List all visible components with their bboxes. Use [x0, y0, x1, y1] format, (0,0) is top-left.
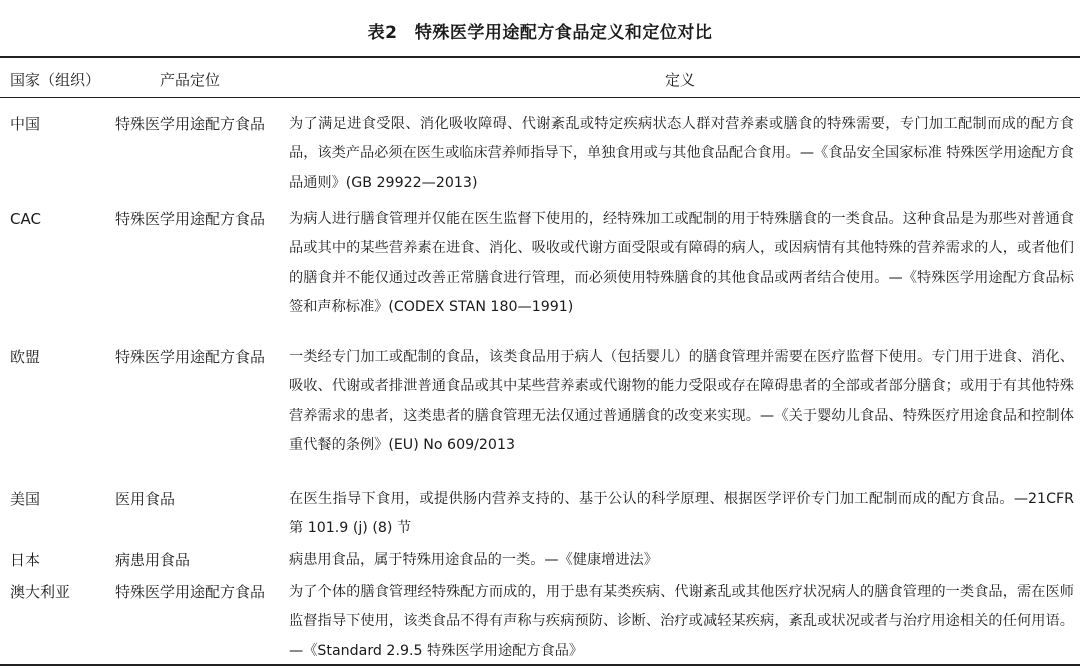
table-top-rule [0, 56, 1080, 58]
row-position: 病患用食品 [115, 551, 191, 569]
row-position: 特殊医学用途配方食品 [115, 583, 266, 601]
row-position: 特殊医学用途配方食品 [115, 210, 266, 228]
header-country: 国家（组织） [10, 71, 101, 89]
row-position: 特殊医学用途配方食品 [115, 348, 266, 366]
row-definition: 一类经专门加工或配制的食品，该类食品用于病人（包括婴儿）的膳食管理并需要在医疗监督下使用。专门用于进食、消化、吸收、代谢或者排泄普通食品或其中某些营养素或代谢物的能力受限或存在障碍患者的全部或者部分膳食；或用于有其他特殊营养需求的患者，这类患者的膳食管理无法仅通过普通膳食的改变来实现。—《关于婴幼儿食品、特殊医疗用途食品和控制体重代餐的条例》(EU) No 609/2013 [289, 349, 1074, 453]
row-definition: 为病人进行膳食管理并仅能在医生监督下使用的，经特殊加工或配制的用于特殊膳食的一类食品。这种食品是为那些对普通食品或其中的某些营养素在进食、消化、吸收或代谢方面受限或有障碍的病人，或因病情有其他特殊的营养需求的人，或者他们的膳食并不能仅通过改善正常膳食进行管理，而必须使用特殊膳食的其他食品或两者结合使用。—《特殊医学用途配方食品标签和声称标准》(CODEX STAN 180—1991) [289, 211, 1074, 315]
row-definition: 病患用食品，属于特殊用途食品的一类。—《健康增进法》 [289, 552, 658, 568]
table-header-rule [0, 97, 1080, 98]
header-position: 产品定位 [160, 71, 221, 89]
row-country: CAC [10, 210, 41, 228]
row-position: 医用食品 [115, 490, 176, 508]
table-bottom-rule [0, 664, 1080, 666]
row-country: 欧盟 [10, 348, 41, 366]
row-country: 澳大利亚 [10, 583, 71, 601]
row-position: 特殊医学用途配方食品 [115, 115, 266, 133]
table-caption: 表2 特殊医学用途配方食品定义和定位对比 [367, 23, 713, 43]
row-definition: 在医生指导下食用，或提供肠内营养支持的、基于公认的科学原理、根据医学评价专门加工配制而成的配方食品。—21CFR 第 101.9 (j) (8) 节 [289, 491, 1074, 537]
row-country: 中国 [10, 115, 41, 133]
row-definition: 为了满足进食受限、消化吸收障碍、代谢紊乱或特定疾病状态人群对营养素或膳食的特殊需要，专门加工配制而成的配方食品，该类产品必须在医生或临床营养师指导下，单独食用或与其他食品配合食用。—《食品安全国家标准 特殊医学用途配方食品通则》(GB 29922—2013) [289, 116, 1074, 191]
row-country: 日本 [10, 551, 41, 569]
header-definition: 定义 [664, 71, 695, 89]
row-definition: 为了个体的膳食管理经特殊配方而成的，用于患有某类疾病、代谢紊乱或其他医疗状况病人的膳食管理的一类食品，需在医师监督指导下使用，该类食品不得有声称与疾病预防、诊断、治疗或减轻某疾病，紊乱或状况或者与治疗用途相关的任何用语。—《Standard 2.9.5 特殊医学用途配方食品》 [289, 584, 1074, 659]
row-country: 美国 [10, 490, 41, 508]
